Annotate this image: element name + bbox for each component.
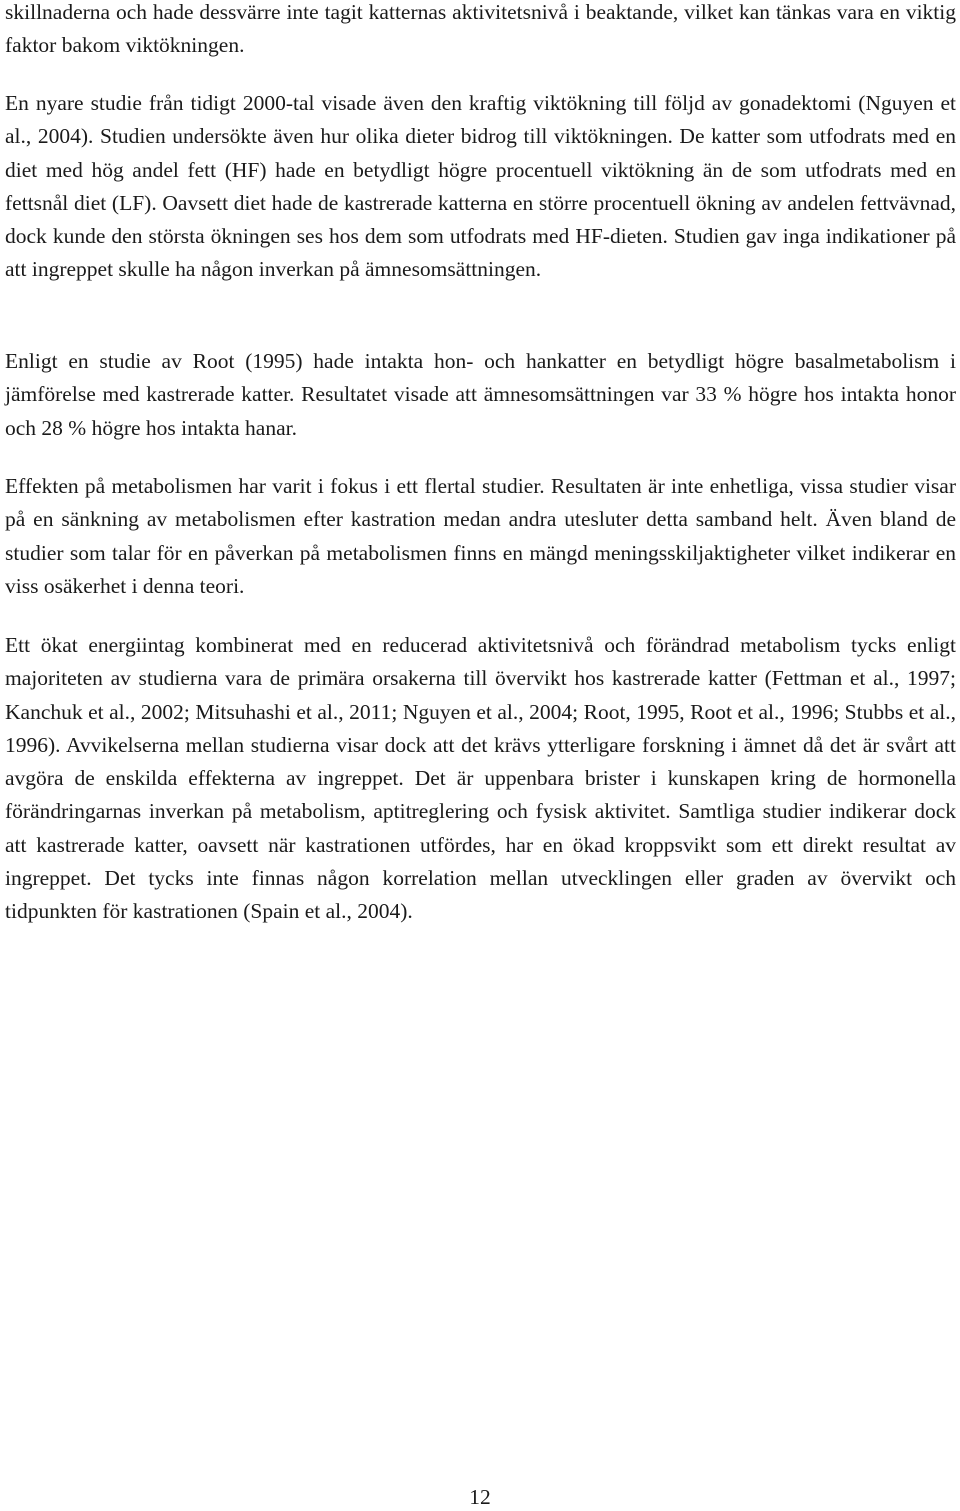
paragraph-1: skillnaderna och hade dessvärre inte tagit katternas aktivitetsnivå i beaktande, vilket kan tänkas vara en viktig faktor bakom viktökningen. [5,0,956,58]
page-number: 12 [469,1485,491,1509]
paragraph-5: Ett ökat energiintag kombinerat med en reducerad aktivitetsnivå och förändrad metabolism tycks enligt majoriteten av studierna vara de primära orsakerna till övervikt hos kastrerade katter (Fettman et al., 1997; Kanchuk et al., 2002; Mitsuhashi et al., 2011; Nguyen et al., 2004; Root, 1995, Root et al., 1996; Stubbs et al., 1996). Avvikelserna mellan studierna visar dock att det krävs ytterligare forskning i ämnet då det är svårt att avgöra de enskilda effekterna av ingreppet. Det är uppenbara brister i kunskapen kring de hormonella förändringarnas inverkan på metabolism, aptitreglering och fysisk aktivitet. Samtliga studier indikerar dock att kastrerade katter, oavsett när kastrationen utfördes, har en ökad kroppsvikt som ett direkt resultat av ingreppet. Det tycks inte finnas någon korrelation mellan utvecklingen eller graden av övervikt och tidpunkten för kastrationen (Spain et al., 2004). [5,633,956,924]
paragraph-4: Effekten på metabolismen har varit i fokus i ett flertal studier. Resultaten är inte enhetliga, vissa studier visar på en sänkning av metabolismen efter kastration medan andra utesluter detta samband helt. Även bland de studier som talar för en påverkan på metabolismen finns en mängd meningsskiljaktigheter vilket indikerar en viss osäkerhet i denna teori. [5,474,956,598]
paragraph-2: En nyare studie från tidigt 2000-tal visade även den kraftig viktökning till följd av gonadektomi (Nguyen et al., 2004). Studien undersökte även hur olika dieter bidrog till viktökningen. De katter som utfodrats med en diet med hög andel fett (HF) hade en betydligt högre procentuell viktökning än de som utfodrats med en fettsnål diet (LF). Oavsett diet hade de kastrerade katterna en större procentuell ökning av andelen fettvävnad, dock kunde den största ökningen ses hos dem som utfodrats med HF-dieten. Studien gav inga indikationer på att ingreppet skulle ha någon inverkan på ämnesomsättningen. [5,91,956,282]
paragraph-3: Enligt en studie av Root (1995) hade intakta hon- och hankatter en betydligt högre basalmetabolism i jämförelse med kastrerade katter. Resultatet visade att ämnesomsättningen var 33 % högre hos intakta honor och 28 % högre hos intakta hanar. [5,349,956,440]
